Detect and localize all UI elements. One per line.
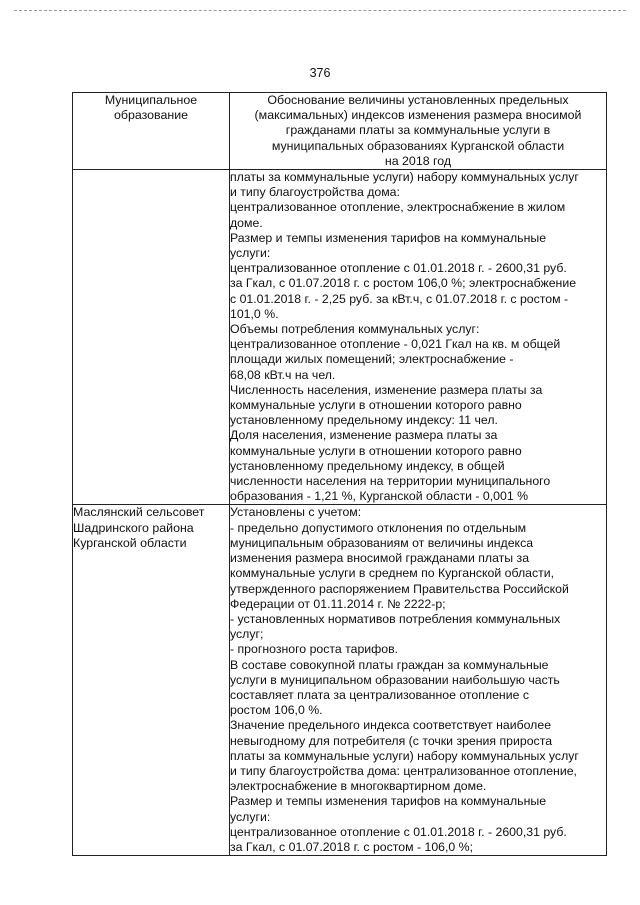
justification-line: с 01.01.2018 г. - 2,25 руб. за кВт.ч, с 01.07.2018 г. с ростом - (230, 291, 569, 306)
justification-line: коммунальные услуги в отношении которого равно (230, 398, 522, 413)
justification-line: услуги: (230, 246, 271, 261)
justification-line: Федерации от 01.11.2014 г. № 2222-р; (230, 596, 446, 611)
justification-line: площади жилых помещений; электроснабжение - (230, 352, 514, 367)
justification-line: Размер и темпы изменения тарифов на коммунальные (230, 230, 547, 245)
justification-line: доме. (230, 215, 263, 230)
justification-line: коммунальные услуги в отношении которого равно (230, 443, 522, 458)
justification-line: Установлены с учетом: (230, 505, 362, 520)
justification-line: коммунальные услуги в среднем по Курганской области, (230, 566, 555, 581)
justification-line: централизованное отопление, электроснабжение в жилом (230, 200, 566, 215)
table-row (73, 505, 607, 856)
justification-line: услуги: (230, 809, 271, 824)
table-header-row (73, 93, 607, 170)
page-number: 376 (309, 66, 331, 80)
tariff-justification-table (72, 92, 607, 856)
justification-line: 68,08 кВт.ч на чел. (230, 367, 336, 382)
justification-line: платы за коммунальные услуги) набору коммунальных услуг (230, 748, 579, 763)
justification-line: за Гкал, с 01.07.2018 г. с ростом 106,0 %; электроснабжение (230, 276, 577, 291)
header-justification-line: Обоснование величины установленных предельных (267, 93, 569, 107)
justification-line: Размер и темпы изменения тарифов на коммунальные (230, 794, 547, 809)
justification-line: ростом 106,0 %. (230, 703, 323, 718)
justification-line: за Гкал, с 01.07.2018 г. с ростом - 106,0 %; (230, 839, 474, 854)
justification-line: Значение предельного индекса соответствует наиболее (230, 718, 552, 733)
municipality-name-line: Шадринского района (73, 520, 194, 535)
justification-line: Объемы потребления коммунальных услуг: (230, 322, 480, 337)
header-justification-line: гражданами платы за коммунальные услуги в (285, 123, 551, 138)
header-justification-line: на 2018 год (384, 153, 452, 168)
table-row (73, 170, 607, 505)
header-justification-cell (230, 93, 607, 170)
justification-line: численности населения на территории муниципального (230, 474, 551, 489)
justification-line: услуг; (230, 627, 264, 642)
justification-cell (230, 170, 607, 505)
justification-line: - установленных нормативов потребления коммунальных (230, 611, 561, 626)
justification-line: электроснабжение в многоквартирном доме. (230, 779, 487, 794)
justification-line: Численность населения, изменение размера платы за (230, 382, 543, 397)
header-municipality-line: Муниципальное (104, 93, 198, 107)
justification-line: невыгодному для потребителя (с точки зрения прироста (230, 733, 553, 748)
justification-line: централизованное отопление с 01.01.2018 г. - 2600,31 руб. (230, 824, 567, 839)
top-dashed-rule (14, 10, 626, 11)
header-municipality-line: образование (113, 108, 189, 123)
justification-line: В составе совокупной платы граждан за коммунальные (230, 657, 549, 672)
municipality-name-line: Маслянский сельсовет (73, 505, 205, 520)
header-justification-line: муниципальных образованиях Курганской области (271, 138, 565, 153)
justification-line: и типу благоустройства дома: централизованное отопление, (230, 763, 577, 778)
municipality-cell (73, 170, 230, 505)
justification-line: - предельно допустимого отклонения по отдельным (230, 520, 527, 535)
justification-line: централизованное отопление с 01.01.2018 г. - 2600,31 руб. (230, 261, 567, 276)
justification-line: услуги в муниципальном образовании наибольшую часть (230, 672, 560, 687)
justification-line: 101,0 %. (230, 306, 279, 321)
municipality-name-line: Курганской области (73, 535, 187, 550)
justification-line: муниципальным образованиям от величины индекса (230, 535, 534, 550)
justification-line: - прогнозного роста тарифов. (230, 642, 399, 657)
justification-line: установленному предельному индексу: 11 чел. (230, 413, 498, 428)
justification-line: платы за коммунальные услуги) набору коммунальных услуг (230, 170, 579, 185)
municipality-cell (73, 505, 230, 856)
justification-line: централизованное отопление - 0,021 Гкал на кв. м общей (230, 337, 561, 352)
justification-line: составляет плата за централизованное отопление с (230, 687, 529, 702)
justification-line: и типу благоустройства дома: (230, 185, 400, 200)
justification-line: утвержденного распоряжением Правительства Российской (230, 581, 569, 596)
justification-line: установленному предельному индексу, в общей (230, 458, 505, 473)
header-municipality-cell (73, 93, 230, 170)
justification-line: изменения размера вносимой гражданами платы за (230, 551, 530, 566)
header-justification-line: (максимальных) индексов изменения размера вносимой (254, 108, 582, 123)
justification-cell (230, 505, 607, 856)
justification-line: образования - 1,21 %, Курганской области - 0,001 % (230, 489, 529, 504)
justification-line: Доля населения, изменение размера платы за (230, 428, 498, 443)
